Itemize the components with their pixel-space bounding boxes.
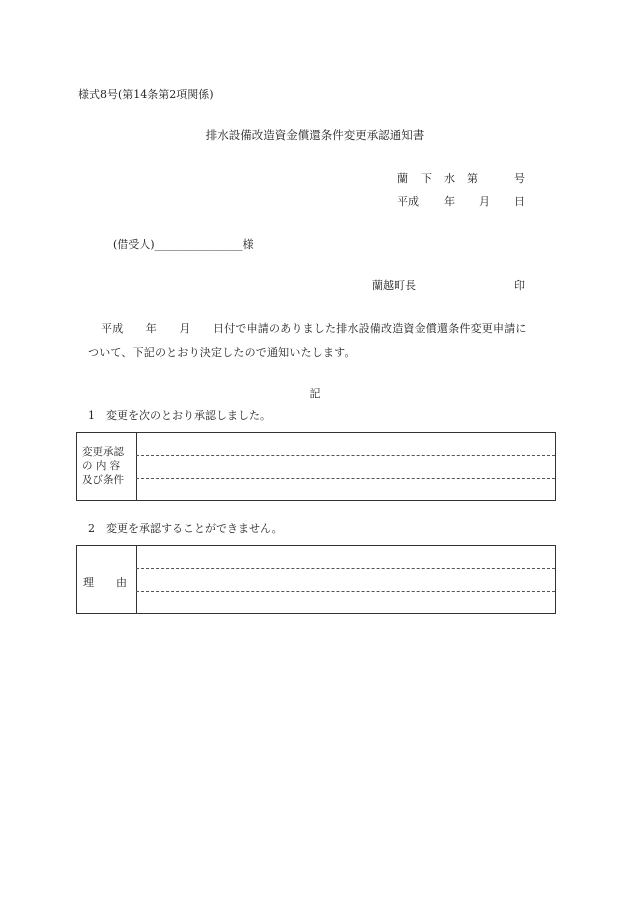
document-title: 排水設備改造資金償還条件変更承認通知書 (205, 128, 425, 142)
entry-line[interactable] (136, 591, 555, 592)
body-text-line: ついて、下記のとおり決定したので通知いたします。 (88, 346, 356, 359)
borrower-label: (借受人) (113, 238, 155, 251)
label-line: 及び条件 (82, 474, 124, 486)
reason-label: 理 由 (83, 576, 127, 589)
date-part: 月 (479, 195, 490, 208)
date-part: 日 (514, 195, 525, 208)
entry-line[interactable] (136, 568, 555, 569)
reference-part: 下 (421, 172, 432, 185)
entry-line[interactable] (136, 478, 555, 479)
borrower-line (113, 236, 254, 252)
date-part: 年 (444, 195, 455, 208)
label-line: の 内 容 (82, 460, 121, 472)
reason-label-cell (77, 546, 137, 613)
section1-heading: 1 変更を次のとおり承認しました。 (88, 409, 271, 422)
approval-label-cell (77, 433, 137, 500)
form-number: 様式8号(第14条第2項関係) (78, 88, 214, 101)
ki-heading: 記 (309, 387, 321, 400)
entry-line[interactable] (136, 455, 555, 456)
approval-table (76, 432, 556, 501)
borrower-blank: ________________ (154, 238, 243, 251)
body-text-line: 平成 年 月 日付で申請のありました排水設備改造資金償還条件変更申請に (101, 322, 527, 335)
honorific: 様 (242, 238, 254, 251)
reference-part: 水 (444, 172, 455, 185)
section2-heading: 2 変更を承認することができません。 (88, 522, 283, 535)
reason-table (76, 545, 556, 614)
reference-part: 号 (514, 172, 525, 185)
date-part: 平成 (397, 195, 419, 208)
reference-part: 第 (467, 172, 478, 185)
label-line: 変更承認 (82, 446, 124, 458)
seal-mark: 印 (514, 279, 525, 292)
reference-part: 蘭 (397, 172, 408, 185)
sender-title: 蘭越町長 (372, 279, 416, 292)
